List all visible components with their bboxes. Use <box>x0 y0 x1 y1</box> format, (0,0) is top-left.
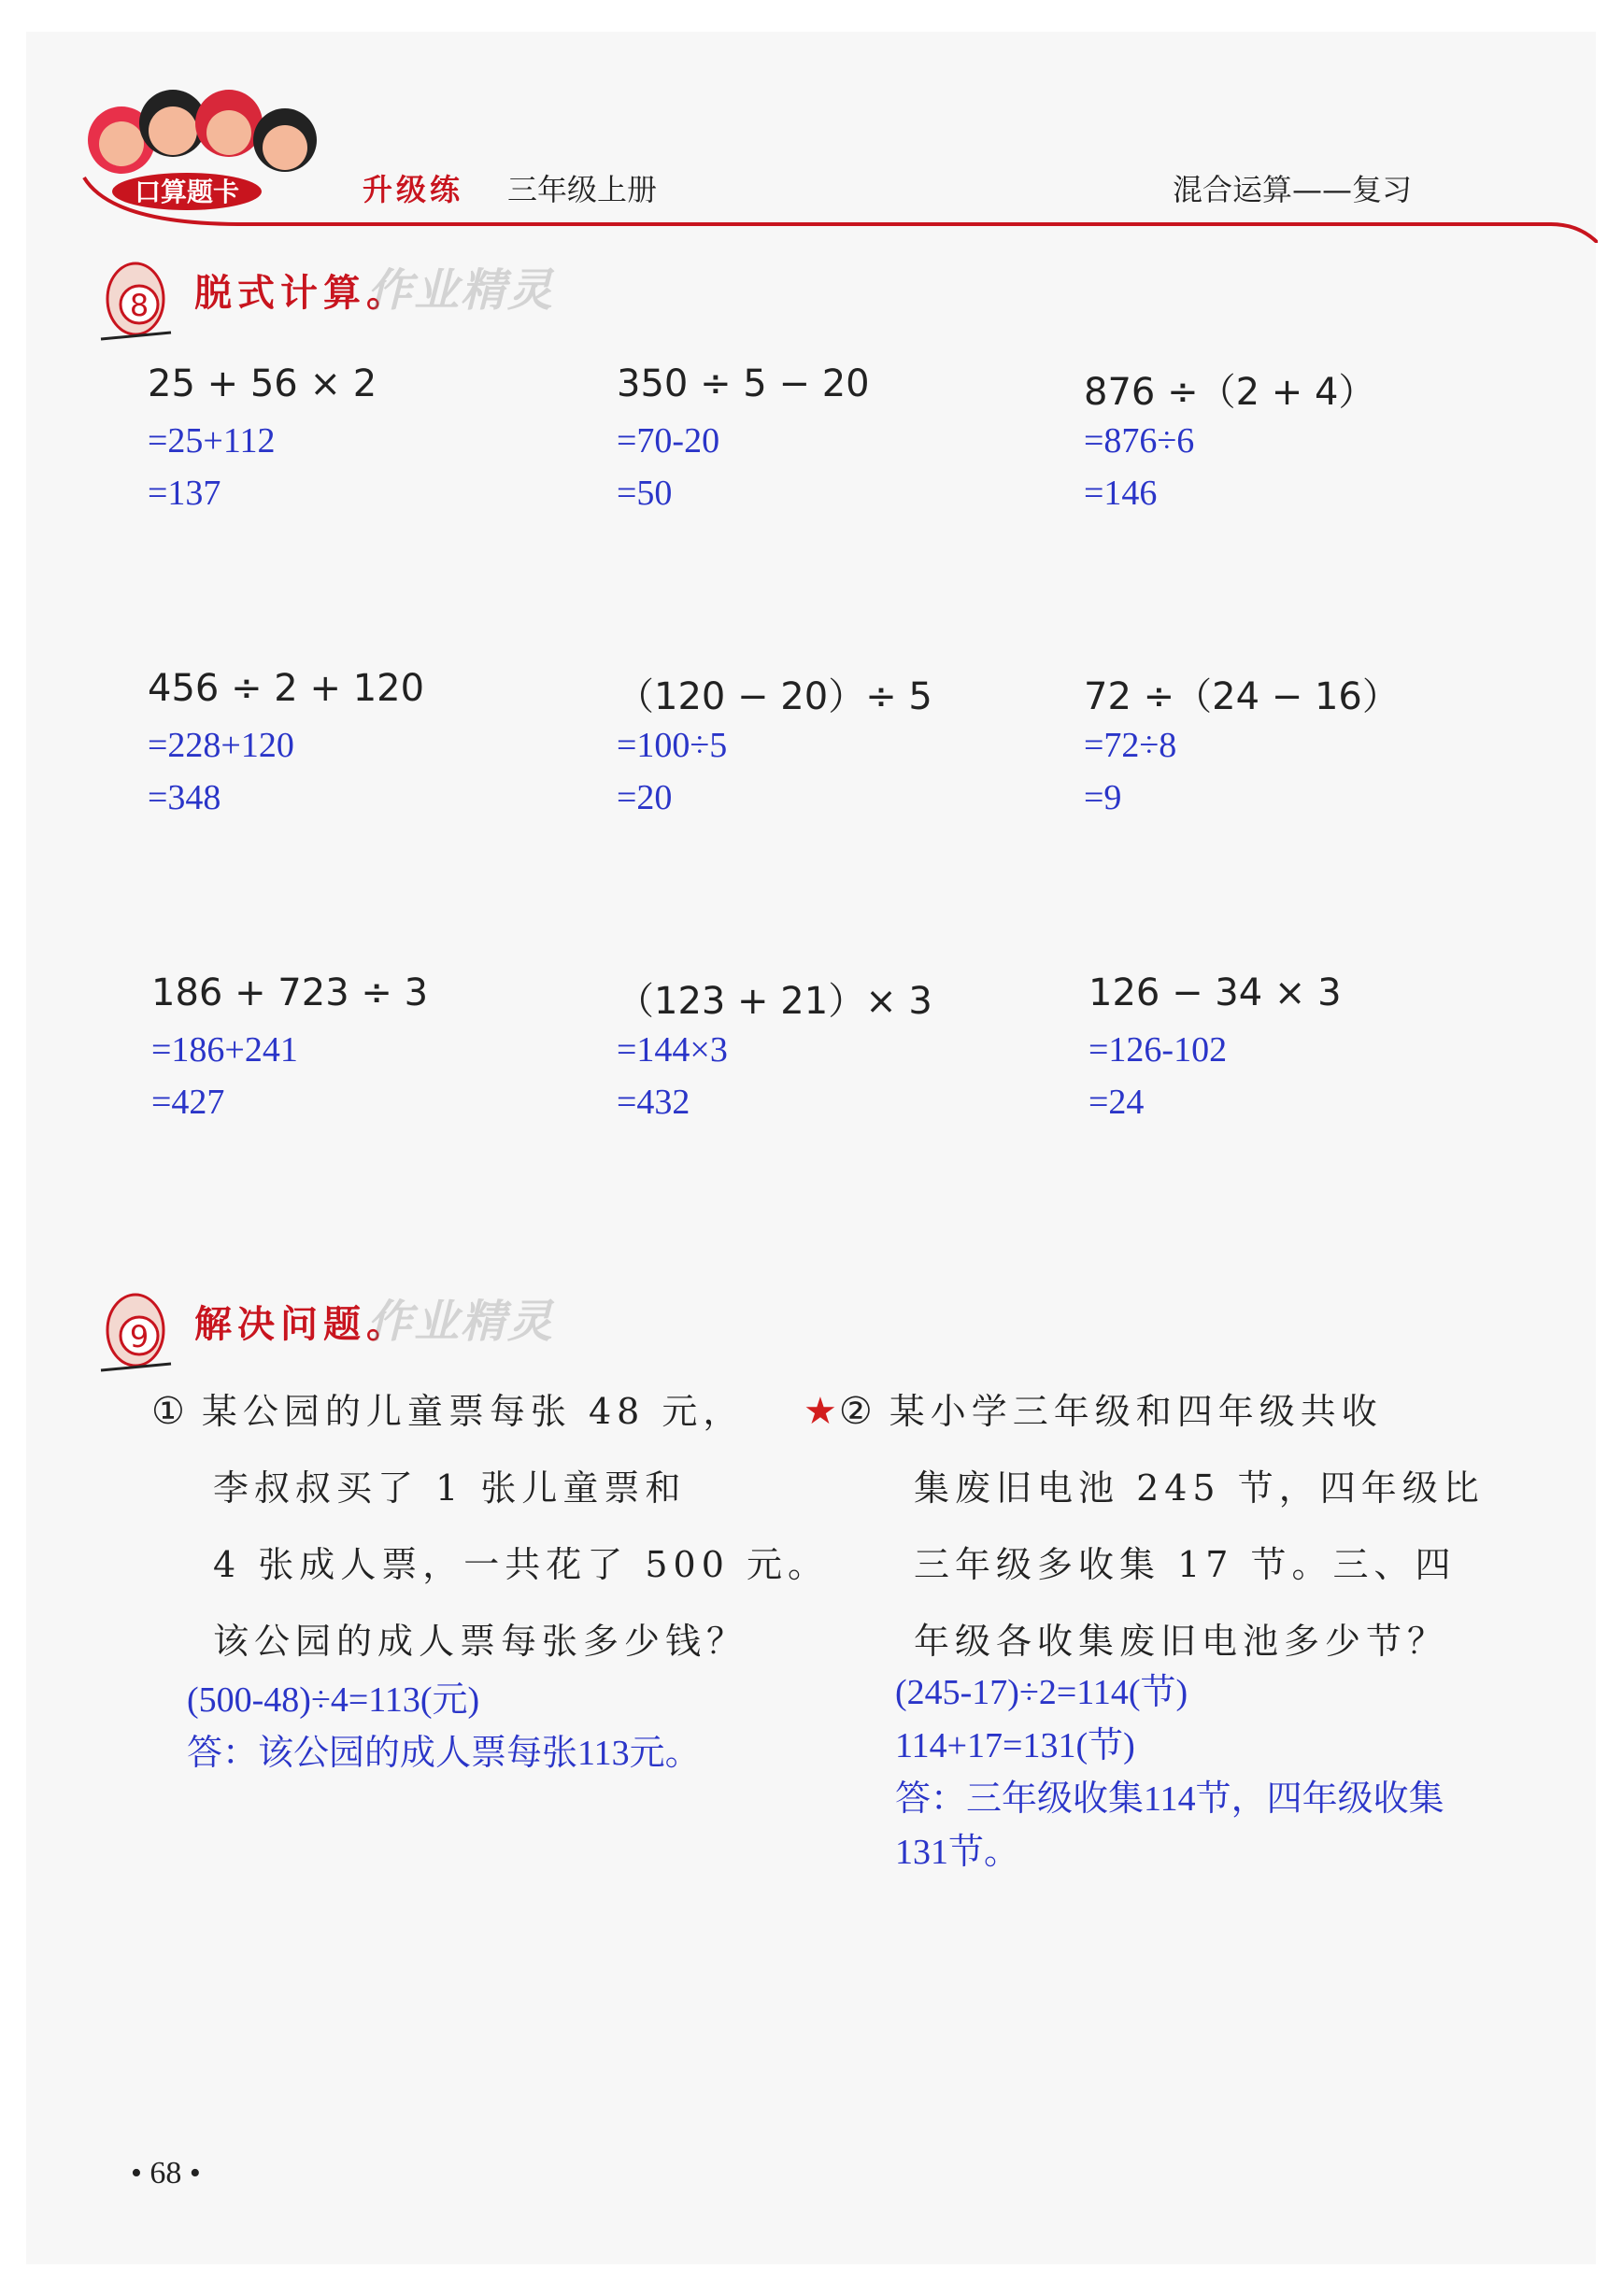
calc-result: =432 <box>617 1083 690 1122</box>
calc-result: =20 <box>617 778 673 817</box>
svg-text:8: 8 <box>129 288 149 323</box>
section-9-heading <box>96 1282 750 1366</box>
page-number: • 68 • <box>131 2156 201 2190</box>
word-problem-2 <box>804 1373 1485 1879</box>
calc-step: =25+112 <box>148 421 276 461</box>
bird-number-badge-icon <box>96 1282 180 1375</box>
problem-line: ★② 某小学三年级和四年级共收 <box>804 1390 1383 1433</box>
calc-step: =100÷5 <box>617 726 728 765</box>
calc-item <box>617 362 1065 519</box>
calc-result: =50 <box>617 474 673 513</box>
calc-step: =876÷6 <box>1084 421 1195 461</box>
problem-number: ① <box>151 1390 185 1433</box>
word-problem-1 <box>151 1373 829 1780</box>
problem-line: 三年级多收集 17 节。三、四 <box>914 1544 1457 1585</box>
calc-expression: （123 + 21）× 3 <box>617 980 932 1023</box>
problem-line: 集废旧电池 245 节，四年级比 <box>914 1467 1485 1509</box>
problem-number: ② <box>838 1390 873 1433</box>
watermark: 作业精灵 <box>367 264 555 317</box>
grade-label: 三年级上册 <box>507 172 658 207</box>
calc-result: =146 <box>1084 474 1158 513</box>
problem-line: 年级各收集废旧电池多少节？ <box>914 1621 1449 1662</box>
calc-step: =144×3 <box>617 1030 728 1070</box>
topic-label: 混合运算——复习 <box>1173 172 1413 207</box>
solution-line: (245-17)÷2=114(节) <box>895 1673 1188 1712</box>
section-8-heading <box>96 250 750 334</box>
section-9-title: 解决问题。 <box>194 1302 409 1346</box>
calc-step: =186+241 <box>151 1030 298 1070</box>
solution-line: 114+17=131(节) <box>895 1726 1135 1765</box>
calc-result: =348 <box>148 778 221 817</box>
calc-item <box>617 971 1065 1128</box>
calc-item <box>1084 667 1532 824</box>
solution-line: (500-48)÷4=113(元) <box>187 1680 480 1720</box>
calc-result: =427 <box>151 1083 225 1122</box>
calc-step: =72÷8 <box>1084 726 1177 765</box>
calc-step: =126-102 <box>1088 1030 1228 1070</box>
watermark: 作业精灵 <box>367 1296 555 1348</box>
calc-expression: 350 ÷ 5 − 20 <box>617 362 870 405</box>
brand-label: 升级练 <box>363 172 464 207</box>
calc-step: =228+120 <box>148 726 294 765</box>
calc-result: =137 <box>148 474 221 513</box>
calc-step: =70-20 <box>617 421 720 461</box>
problem-line: 李叔叔买了 1 张儿童票和 <box>213 1467 687 1509</box>
calc-expression: 876 ÷（2 + 4） <box>1084 371 1376 414</box>
header-divider <box>56 168 1598 243</box>
calc-result: =24 <box>1088 1083 1145 1122</box>
bird-number-badge-icon <box>96 250 180 344</box>
calc-item <box>617 667 1065 824</box>
calc-item <box>151 971 600 1128</box>
section-8-title: 脱式计算。 <box>194 271 409 315</box>
calc-expression: 126 − 34 × 3 <box>1088 971 1342 1014</box>
svg-text:口算题卡: 口算题卡 <box>134 177 240 207</box>
calc-expression: 72 ÷（24 − 16） <box>1084 675 1400 718</box>
calc-expression: 456 ÷ 2 + 120 <box>148 667 425 710</box>
calc-expression: （120 − 20）÷ 5 <box>617 675 932 718</box>
answer-line: 答：三年级收集114节，四年级收集 <box>895 1779 1444 1819</box>
answer-line: 131节。 <box>895 1833 1020 1872</box>
problem-line: ① 某公园的儿童票每张 48 元， <box>151 1390 745 1433</box>
svg-text:9: 9 <box>129 1319 149 1354</box>
calc-expression: 186 + 723 ÷ 3 <box>151 971 429 1014</box>
calc-item <box>1088 971 1537 1128</box>
calc-item <box>1084 362 1532 519</box>
calc-item <box>148 667 596 824</box>
calc-result: =9 <box>1084 778 1122 817</box>
star-icon: ★ <box>804 1390 837 1433</box>
calc-expression: 25 + 56 × 2 <box>148 362 377 405</box>
calc-item <box>148 362 596 519</box>
answer-line: 答：该公园的成人票每张113元。 <box>187 1734 701 1773</box>
problem-line: 4 张成人票，一共花了 500 元。 <box>213 1544 829 1585</box>
problem-line: 该公园的成人票每张多少钱？ <box>213 1621 748 1662</box>
